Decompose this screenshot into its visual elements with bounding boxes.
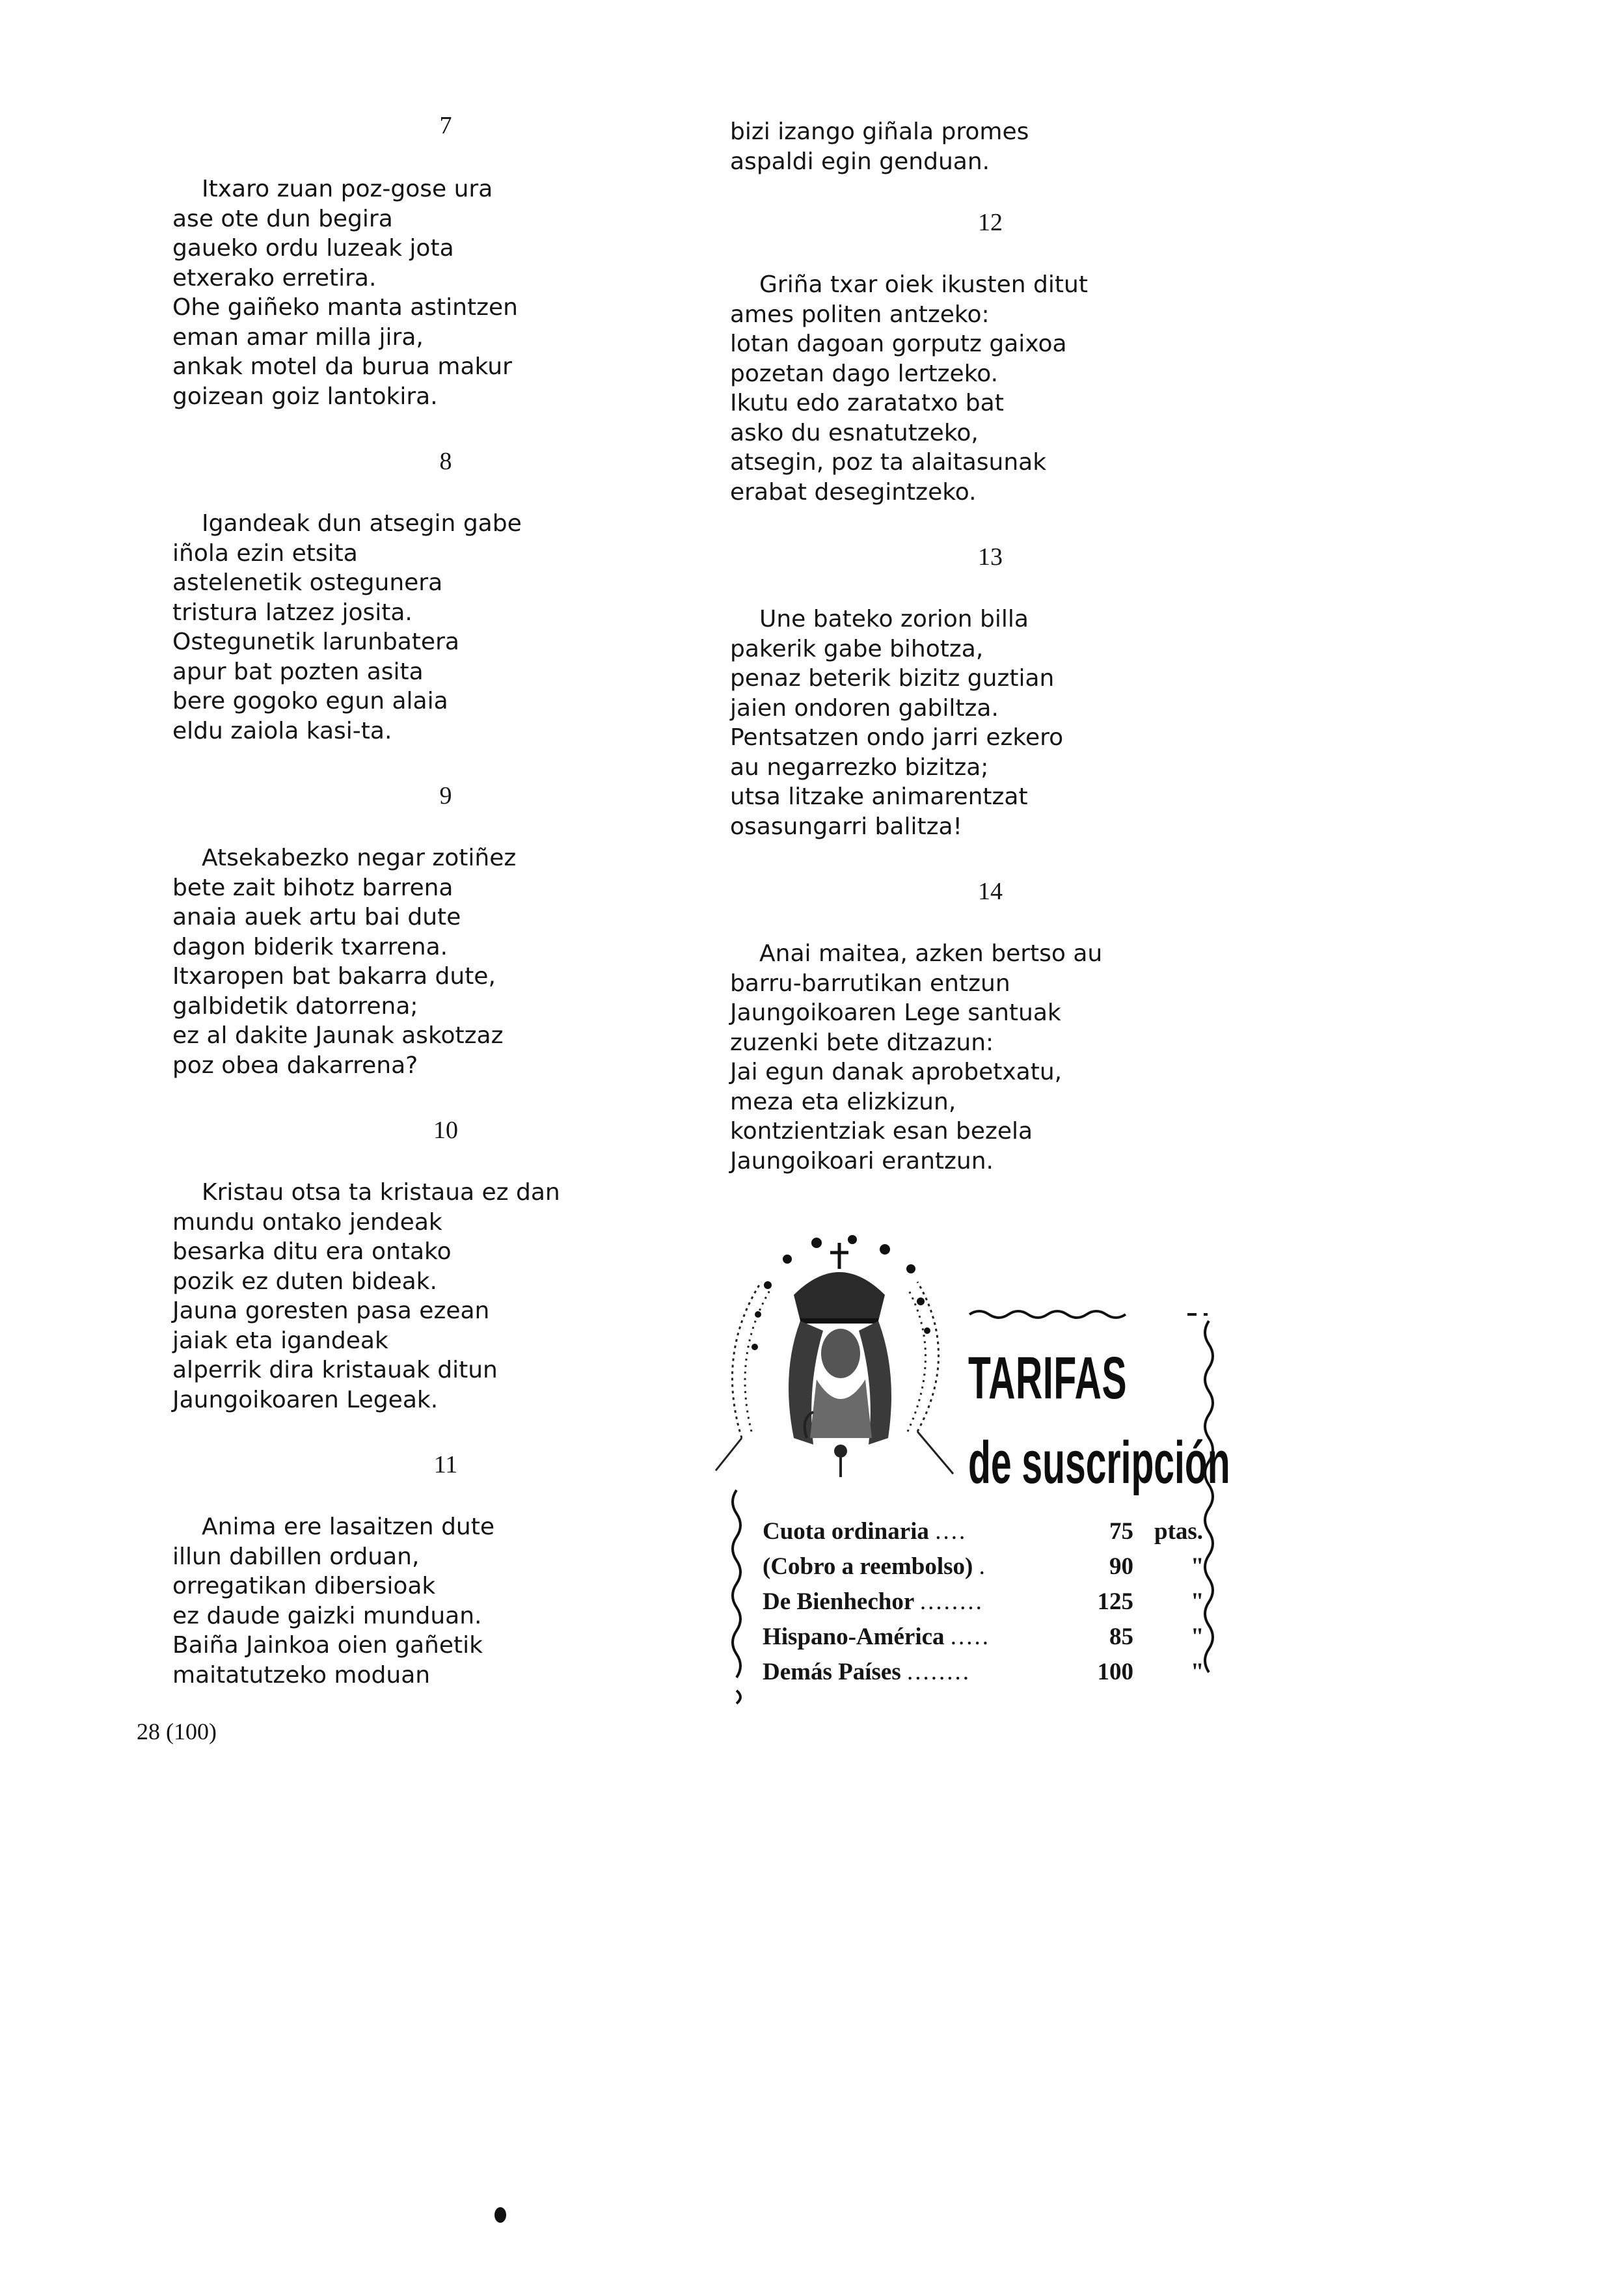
rate-value: 125 [1097,1588,1133,1615]
stanza [730,270,1225,507]
verse-line: orregatikan dibersioak [172,1573,436,1599]
verse-line: ames politen antzeko: [730,301,990,328]
stanza-number: 14 [978,878,1003,905]
verse-line: illun dabillen orduan, [172,1543,420,1570]
verse-line: jaiak eta igandeak [172,1327,388,1354]
verse-line: Ostegunetik larunbatera [172,629,459,655]
verse-line: dagon biderik txarrena. [172,933,448,960]
verse-line: pozetan dago lertzeko. [730,360,999,387]
rate-label: Hispano-América ..... [763,1623,991,1650]
verse-line: alperrik dira kristauak ditun [172,1357,498,1383]
verse-line: goizean goiz lantokira. [172,383,438,410]
rate-row [763,1658,1231,1693]
verse-line: Une bateko zorion billa [759,606,1029,632]
rate-row [763,1623,1231,1658]
verse-line: Griña txar oiek ikusten ditut [759,271,1088,298]
verse-line: penaz beterik bizitz guztian [730,665,1055,692]
verse-line: etxerako erretira. [172,264,377,292]
verse-line: bete zait bihotz barrena [172,874,453,901]
verse-line: Anima ere lasaitzen dute [202,1514,494,1540]
subscription-rates-box [703,1223,1236,1718]
verse-line: astelenetik ostegunera [172,569,443,596]
page-number: 28 (100) [137,1718,217,1745]
stanza-number: 7 [439,112,452,139]
verse-line: lotan dagoan gorputz gaixoa [730,331,1067,357]
rate-label: (Cobro a reembolso) . [763,1553,987,1580]
verse-line: eman amar milla jira, [172,323,424,351]
left-column [172,111,693,1690]
rate-unit: " [1191,1553,1204,1580]
verse-line: Igandeak dun atsegin gabe [202,510,522,537]
rate-label: De Bienhechor ........ [763,1588,984,1615]
stanza [172,509,693,746]
verse-line: atsegin, poz ta alaitasunak [730,449,1047,476]
verse-line: Kristau otsa ta kristaua ez dan [202,1179,560,1206]
verse-line: bizi izango giñala promes [730,118,1029,145]
rate-label: Demás Países ........ [763,1659,971,1685]
verse-line: Baiña Jainkoa oien gañetik [172,1632,483,1659]
verse-line: barru-barrutikan entzun [730,970,1010,997]
rate-row [763,1588,1231,1623]
verse-line: maitatutzeko moduan [172,1661,431,1689]
verse-line: tristura latzez josita. [172,599,413,626]
verse-line: pozik ez duten bideak. [172,1268,437,1295]
verse-line: galbidetik datorrena; [172,992,418,1020]
rate-unit: " [1191,1588,1204,1615]
verse-line: eldu zaiola kasi-ta. [172,717,392,744]
verse-line: pakerik gabe bihotza, [730,635,984,662]
verse-line: Ohe gaiñeko manta astintzen [172,294,518,321]
right-column [730,117,1225,1176]
rate-unit: " [1191,1623,1204,1650]
stanza [172,1178,693,1415]
verse-line: osasungarri balitza! [730,813,962,840]
stanza-number: 8 [439,448,452,475]
verse-line: Anai maitea, azken bertso au [759,940,1103,967]
stanza [730,604,1225,841]
rates-list [763,1517,1231,1693]
rate-value: 90 [1109,1553,1133,1580]
verse-line: anaia auek artu bai dute [172,904,461,930]
verse-line: Atsekabezko negar zotiñez [202,845,517,871]
verse-line: mundu ontako jendeak [172,1208,442,1236]
verse-line: Ikutu edo zaratatxo bat [730,390,1004,416]
verse-line: Jaungoikoaren Legeak. [172,1386,439,1413]
rate-unit: ptas. [1154,1518,1204,1545]
stanza [172,174,693,411]
rate-unit: " [1191,1659,1204,1685]
verse-line: Itxaro zuan poz-gose ura [202,176,493,202]
verse-line: aspaldi egin genduan. [730,148,990,175]
stanza-number: 10 [433,1117,458,1144]
rate-row [763,1517,1231,1553]
stanza-continuation [730,117,1225,176]
verse-line: besarka ditu era ontako [172,1238,452,1265]
verse-line: Itxaropen bat bakarra dute, [172,963,496,990]
rate-value: 85 [1109,1623,1133,1650]
verse-line: poz obea dakarrena? [172,1052,418,1079]
verse-line: gaueko ordu luzeak jota [172,235,454,262]
verse-line: ez daude gaizki munduan. [172,1602,482,1629]
verse-line: Jauna goresten pasa ezean [172,1297,490,1324]
verse-line: jaien ondoren gabiltza. [730,694,999,722]
rates-subtitle: de suscripción [968,1430,1230,1496]
verse-line: apur bat pozten asita [172,658,424,685]
verse-line: ankak motel da burua makur [172,353,512,380]
verse-line: Jai egun danak aprobetxatu, [730,1059,1062,1085]
verse-line: ez al dakite Jaunak askotzaz [172,1022,504,1049]
verse-line: zuzenki bete ditzazun: [730,1029,994,1056]
stanza-number: 9 [439,782,452,809]
stanza-number: 13 [978,543,1003,571]
bullet-dot-icon [494,2207,506,2223]
rate-value: 75 [1109,1518,1133,1545]
rate-value: 100 [1097,1659,1133,1685]
verse-line: bere gogoko egun alaia [172,688,448,714]
stanza [172,843,693,1080]
rates-title: TARIFAS [968,1345,1128,1411]
verse-line: Pentsatzen ondo jarri ezkero [730,724,1064,751]
rate-label: Cuota ordinaria .... [763,1518,968,1545]
verse-line: Jaungoikoaren Lege santuak [730,999,1061,1026]
verse-line: iñola ezin etsita [172,539,358,567]
verse-line: meza eta elizkizun, [730,1088,956,1115]
verse-line: kontzientziak esan bezela [730,1118,1033,1145]
virgin-crown-emblem-icon [703,1223,976,1484]
verse-line: asko du esnatutzeko, [730,419,979,446]
verse-line: ase ote dun begira [172,205,393,232]
stanza-number: 11 [433,1451,458,1478]
stanza [730,939,1225,1176]
stanza-number: 12 [978,209,1003,236]
stanza [172,1512,693,1690]
verse-line: utsa litzake animarentzat [730,783,1028,810]
verse-line: erabat desegintzeko. [730,478,977,506]
verse-line: Jaungoikoari erantzun. [730,1147,994,1175]
rate-row [763,1553,1231,1588]
verse-line: au negarrezko bizitza; [730,754,989,781]
